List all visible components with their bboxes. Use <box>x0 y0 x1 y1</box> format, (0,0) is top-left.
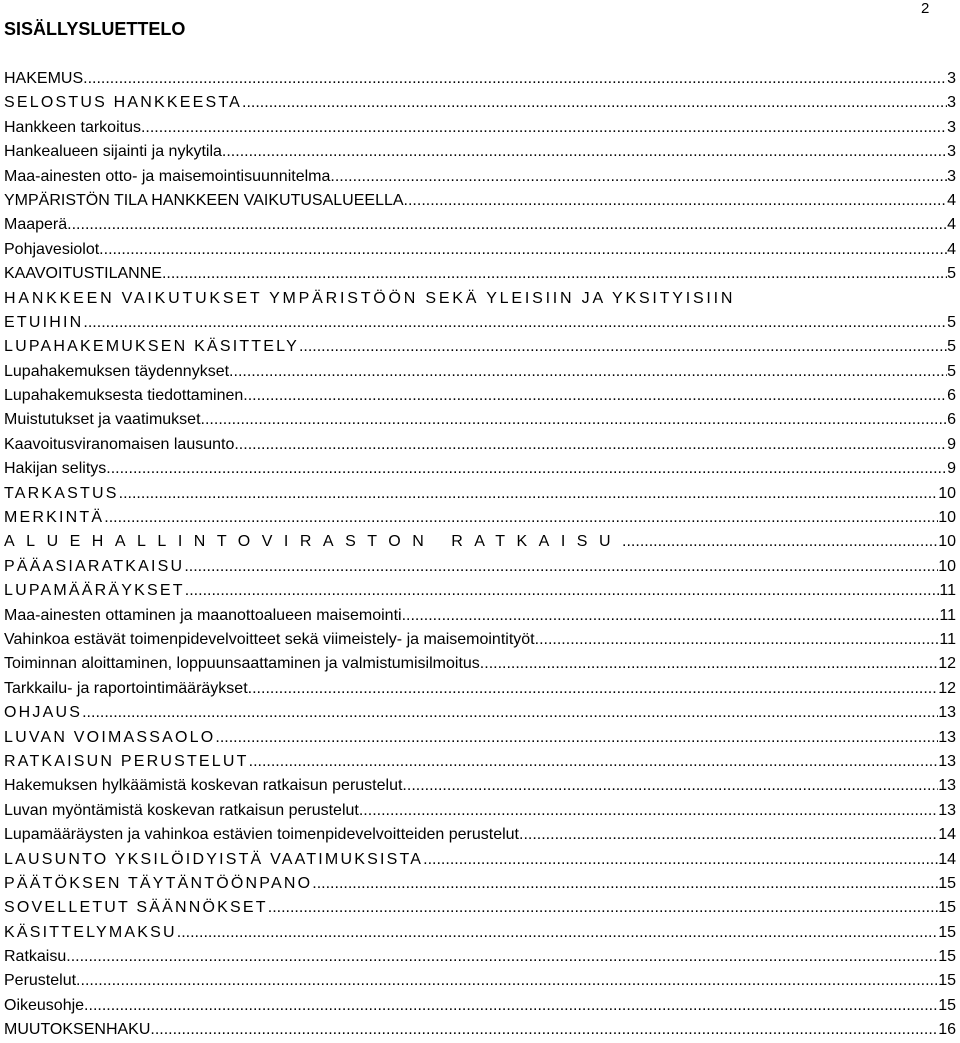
toc-dot-leader <box>106 457 947 481</box>
toc-entry-page: 13 <box>938 704 956 722</box>
toc-entry-text: Perustelut <box>4 972 77 990</box>
toc-entry[interactable] <box>4 408 956 432</box>
toc-entry-text: LUVAN VOIMASSAOLO <box>4 728 216 746</box>
toc-entry-page: 3 <box>947 94 956 112</box>
toc-entry[interactable] <box>4 677 956 701</box>
toc-entry-page: 13 <box>938 801 956 819</box>
toc-dot-leader <box>222 140 947 164</box>
toc-dot-leader <box>243 384 947 408</box>
toc-dot-leader <box>330 165 947 189</box>
toc-entry-page: 15 <box>938 972 956 990</box>
toc-dot-leader <box>119 482 939 506</box>
toc-entry-page: 10 <box>938 557 956 575</box>
toc-entry-text: Ratkaisu <box>4 948 67 966</box>
toc-entry[interactable] <box>4 799 956 823</box>
toc-entry-page: 9 <box>947 435 956 453</box>
toc-entry-text: KAAVOITUSTILANNE <box>4 265 162 283</box>
toc-entry[interactable] <box>4 213 956 237</box>
toc-dot-leader <box>177 921 938 945</box>
toc-entry-page: 10 <box>938 533 956 551</box>
toc-entry-page: 3 <box>947 143 956 161</box>
toc-entry-page: 13 <box>938 752 956 770</box>
toc-entry-text: YMPÄRISTÖN TILA HANKKEEN VAIKUTUSALUEELLA <box>4 191 404 209</box>
toc-entry-text: Maa-ainesten ottaminen ja maanottoalueen maisemointi <box>4 606 402 624</box>
toc-entry-text: TARKASTUS <box>4 484 119 502</box>
toc-entry-text: Lupahakemuksen täydennykset <box>4 362 230 380</box>
toc-entry-text: Vahinkoa estävät toimenpidevelvoitteet sekä viimeistely- ja maisemointityöt <box>4 630 535 648</box>
toc-entry-page: 6 <box>947 411 956 429</box>
toc-dot-leader <box>83 311 947 335</box>
toc-dot-leader <box>201 408 948 432</box>
toc-entry-text: Hankealueen sijainti ja nykytila <box>4 143 222 161</box>
toc-entry-text: HAKEMUS <box>4 70 84 87</box>
toc-entry-page: 10 <box>938 509 956 527</box>
toc-dot-leader <box>84 994 938 1018</box>
toc-entry[interactable] <box>4 67 956 91</box>
toc-entry[interactable] <box>4 116 956 140</box>
toc-entry[interactable] <box>4 1018 956 1042</box>
toc-entry[interactable] <box>4 238 956 262</box>
toc-entry-page: 10 <box>938 484 956 502</box>
toc-entry-page: 12 <box>938 655 956 673</box>
toc-entry-page: 3 <box>947 70 956 87</box>
toc-dot-leader <box>234 433 947 457</box>
toc-entry-text: LUPAHAKEMUKSEN KÄSITTELY <box>4 338 299 356</box>
toc-entry-text: Hakemuksen hylkäämistä koskevan ratkaisun perustelut <box>4 777 403 795</box>
toc-entry[interactable] <box>4 165 956 189</box>
toc-entry-text: Hakijan selitys <box>4 460 107 478</box>
toc-entry-text: Tarkkailu- ja raportointimääräykset <box>4 679 248 697</box>
toc-entry-page: 12 <box>938 679 956 697</box>
toc-entry-text: PÄÄASIARATKAISU <box>4 557 185 575</box>
toc-dot-leader <box>162 262 947 286</box>
toc-entry[interactable] <box>4 604 956 628</box>
toc-entry[interactable] <box>4 287 956 311</box>
toc-entry[interactable] <box>4 335 956 359</box>
toc-entry[interactable] <box>4 506 956 530</box>
toc-entry[interactable] <box>4 530 956 554</box>
toc-entry-text: Oikeusohje <box>4 996 85 1014</box>
toc-dot-leader <box>402 774 938 798</box>
toc-entry-text: Lupahakemuksesta tiedottaminen <box>4 387 244 405</box>
toc-entry[interactable] <box>4 433 956 457</box>
toc-entry-text: Toiminnan aloittaminen, loppuunsaattaminen ja valmistumisilmoitus <box>4 655 480 673</box>
toc-entry-page: 4 <box>947 216 956 234</box>
toc-entry-page: 5 <box>947 265 956 283</box>
toc-entry[interactable] <box>4 360 956 384</box>
toc-entry[interactable] <box>4 994 956 1018</box>
toc-entry-page: 11 <box>939 582 956 600</box>
table-of-contents <box>4 67 956 1043</box>
toc-entry-text: ETUIHIN <box>4 313 84 331</box>
toc-dot-leader <box>215 726 938 750</box>
toc-entry-page: 13 <box>938 728 956 746</box>
toc-entry[interactable] <box>4 262 956 286</box>
toc-entry[interactable] <box>4 91 956 115</box>
toc-entry-text: ALUEHALLINTOVIRASTON RATKAISU <box>4 533 623 551</box>
toc-dot-leader <box>535 628 940 652</box>
toc-entry[interactable] <box>4 896 956 920</box>
toc-entry-text: Luvan myöntämistä koskevan ratkaisun perustelut <box>4 801 359 819</box>
toc-dot-leader <box>150 1018 938 1042</box>
toc-entry-page: 15 <box>938 923 956 941</box>
toc-entry-text: Hankkeen tarkoitus <box>4 118 141 136</box>
toc-entry-page: 11 <box>939 630 956 648</box>
toc-entry[interactable] <box>4 140 956 164</box>
toc-entry-text: Lupamääräysten ja vahinkoa estävien toimenpidevelvoitteiden perustelut <box>4 826 519 844</box>
toc-entry[interactable] <box>4 555 956 579</box>
toc-entry-text: Maaperä <box>4 216 68 234</box>
toc-dot-leader <box>423 848 938 872</box>
toc-entry-text: SELOSTUS HANKKEESTA <box>4 94 243 112</box>
toc-entry[interactable] <box>4 189 956 213</box>
toc-entry[interactable] <box>4 750 956 774</box>
toc-entry-page: 13 <box>938 777 956 795</box>
toc-dot-leader <box>299 335 947 359</box>
toc-entry-page: 5 <box>947 313 956 331</box>
toc-entry-page: 14 <box>938 850 956 868</box>
toc-dot-leader <box>76 969 938 993</box>
toc-entry[interactable] <box>4 774 956 798</box>
toc-entry-page: 5 <box>947 362 956 380</box>
toc-entry-text: Kaavoitusviranomaisen lausunto <box>4 435 235 453</box>
page-number: 2 <box>921 0 930 17</box>
toc-entry-page: 9 <box>947 460 956 478</box>
toc-entry[interactable] <box>4 848 956 872</box>
toc-entry-text: MERKINTÄ <box>4 509 105 527</box>
toc-entry-text: HANKKEEN VAIKUTUKSET YMPÄRISTÖÖN SEKÄ YLEISIIN JA YKSITYISIIN <box>4 289 736 307</box>
toc-entry-text: KÄSITTELYMAKSU <box>4 923 177 941</box>
toc-entry-text: Muistutukset ja vaatimukset <box>4 411 201 429</box>
toc-dot-leader <box>268 896 938 920</box>
toc-entry-page: 5 <box>947 338 956 356</box>
toc-entry[interactable] <box>4 969 956 993</box>
toc-entry-text: MUUTOKSENHAKU <box>4 1021 151 1039</box>
toc-entry-text: Maa-ainesten otto- ja maisemointisuunnitelma <box>4 167 331 185</box>
toc-entry-text: LUPAMÄÄRÄYKSET <box>4 582 185 600</box>
toc-entry-text: SOVELLETUT SÄÄNNÖKSET <box>4 899 268 917</box>
toc-dot-leader <box>67 213 947 237</box>
toc-entry-page: 11 <box>939 606 956 624</box>
toc-entry[interactable] <box>4 701 956 725</box>
toc-dot-leader <box>229 360 947 384</box>
toc-entry-page: 15 <box>938 874 956 892</box>
toc-dot-leader <box>99 238 947 262</box>
toc-dot-leader <box>402 604 940 628</box>
toc-dot-leader <box>185 579 940 603</box>
toc-entry-text: OHJAUS <box>4 704 83 722</box>
toc-entry[interactable] <box>4 726 956 750</box>
toc-dot-leader <box>249 750 939 774</box>
toc-entry-page: 16 <box>938 1021 956 1039</box>
toc-entry-text: PÄÄTÖKSEN TÄYTÄNTÖÖNPANO <box>4 874 313 892</box>
toc-entry[interactable] <box>4 384 956 408</box>
toc-entry-text: RATKAISUN PERUSTELUT <box>4 752 249 770</box>
toc-dot-leader <box>242 91 947 115</box>
toc-dot-leader <box>404 189 948 213</box>
toc-dot-leader <box>66 945 938 969</box>
toc-entry-text: Pohjavesiolot <box>4 240 100 258</box>
toc-dot-leader <box>622 530 938 554</box>
toc-entry-page: 4 <box>947 191 956 209</box>
toc-entry-page: 15 <box>938 948 956 966</box>
toc-entry-page: 4 <box>947 240 956 258</box>
toc-dot-leader <box>312 872 938 896</box>
toc-entry-page: 14 <box>938 826 956 844</box>
toc-entry[interactable] <box>4 823 956 847</box>
toc-entry[interactable] <box>4 921 956 945</box>
toc-entry[interactable] <box>4 652 956 676</box>
toc-dot-leader <box>248 677 939 701</box>
toc-dot-leader <box>480 652 938 676</box>
toc-entry[interactable] <box>4 945 956 969</box>
toc-dot-leader <box>359 799 938 823</box>
toc-entry[interactable] <box>4 872 956 896</box>
toc-entry-page: 3 <box>947 167 956 185</box>
toc-entry[interactable] <box>4 628 956 652</box>
toc-entry[interactable] <box>4 311 956 335</box>
toc-title: SISÄLLYSLUETTELO <box>4 19 186 39</box>
toc-entry-page: 6 <box>947 387 956 405</box>
toc-dot-leader <box>141 116 947 140</box>
toc-dot-leader <box>82 701 938 725</box>
toc-entry[interactable] <box>4 579 956 603</box>
toc-dot-leader <box>104 506 938 530</box>
toc-dot-leader <box>519 823 938 847</box>
toc-entry[interactable] <box>4 457 956 481</box>
toc-dot-leader <box>184 555 938 579</box>
toc-dot-leader <box>83 67 947 91</box>
toc-entry-page: 3 <box>947 118 956 136</box>
toc-entry-text: LAUSUNTO YKSILÖIDYISTÄ VAATIMUKSISTA <box>4 850 424 868</box>
toc-entry-page: 15 <box>938 996 956 1014</box>
toc-entry[interactable] <box>4 482 956 506</box>
toc-entry-page: 15 <box>938 899 956 917</box>
